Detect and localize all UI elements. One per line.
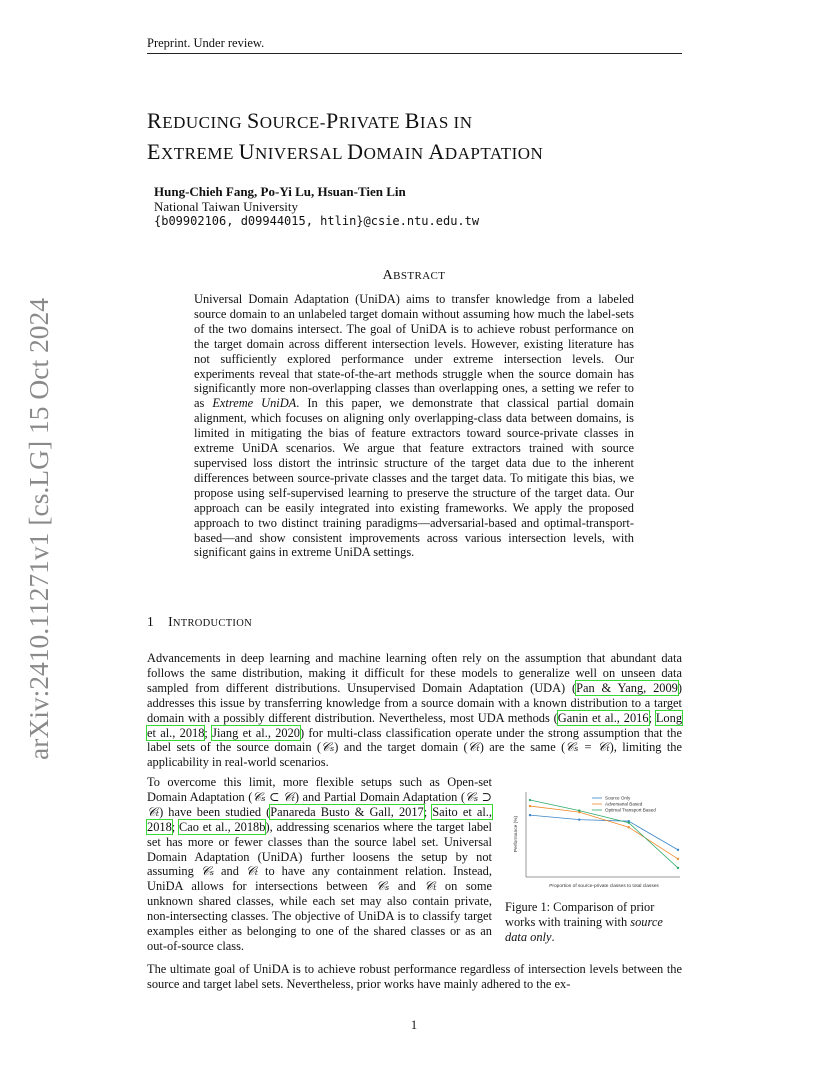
citation-link[interactable]: Long et al., 2018: [147, 710, 683, 740]
data-point: [529, 805, 531, 807]
section-heading-introduction: 1 INTRODUCTION: [147, 614, 252, 629]
author-emails: {b09902106, d09944015, htlin}@csie.ntu.edu.tw: [154, 214, 480, 228]
abstract-emphasis: Extreme UniDA: [212, 396, 297, 411]
citation-link[interactable]: Cao et al., 2018b: [179, 819, 266, 834]
arxiv-stamp: [8, 290, 68, 760]
header-rule: [147, 53, 682, 54]
citation-link[interactable]: Panareda Busto & Gall, 2017: [270, 804, 424, 819]
data-point: [529, 799, 531, 801]
data-point: [677, 858, 679, 860]
legend-label: Source Only: [605, 795, 631, 801]
data-point: [529, 814, 531, 816]
abstract-heading: ABSTRACT: [382, 268, 446, 283]
intro-paragraph-2: To overcome this limit, more flexible setups such as Open-set Domain Adaptation (𝒞ₛ ⊂ 𝒞ₜ) and Partial Domain Adaptation (𝒞ₛ ⊃ 𝒞ₜ) have been studied (Panareda Busto & Gall, 2017; Saito et al., 2018; Cao et al., 2018b), addressing scenarios where the target label set has more or fewer classes than the source label set. Universal Domain Adaptation (UniDA) further loosens the setup by not assuming 𝒞ₛ and 𝒞ₜ to have any containment relation. Instead, UniDA allows for intersections between 𝒞ₛ and 𝒞ₜ on some unknown shared classes, while each set may also contain private, non-intersecting classes. The objective of UniDA is to classify target examples either as belonging to one of the shared classes or as an out-of-source class.: [147, 775, 493, 953]
y-axis-label: Performance (%): [514, 815, 519, 853]
citation-link[interactable]: Saito et al., 2018: [147, 804, 492, 834]
abstract-body: Universal Domain Adaptation (UniDA) aims to transfer knowledge from a labeled source domain to an unlabeled target domain without assuming how much the label-sets of the two domains intersect. The goal of UniDA is to achieve robust performance on the target domain across different intersection levels. However, existing literature has not sufficiently explored performance under extreme intersection levels. Our experiments reveal that state-of-the-art methods struggle when the source domain has significantly more non-overlapping classes than overlapping ones, a setting we refer to as Extreme UniDA. In this paper, we demonstrate that classical partial domain alignment, which focuses on aligning only overlapping-class data between domains, is limited in mitigating the bias of feature extractors toward source-private classes in extreme UniDA scenarios. We argue that feature extractors trained with source supervised loss distort the intrinsic structure of the target data due to the inherent differences between source-private classes and the target data. To mitigate this bias, we propose using self-supervised learning to preserve the structure of the target data. Our approach can be easily integrated into existing frameworks. We apply the proposed approach to two distinct training paradigms—adversarial-based and optimal-transport-based—and show consistent improvements across various intersection levels, with significant gains in extreme UniDA settings.: [194, 292, 635, 560]
author-block: [154, 184, 479, 229]
arxiv-stamp-graphic: [8, 290, 68, 760]
title-line-1: REDUCING SOURCE-PRIVATE BIAS IN: [147, 108, 473, 133]
series-line: [530, 806, 678, 859]
page-number: 1: [410, 1018, 418, 1032]
intro-paragraph-3: The ultimate goal of UniDA is to achieve robust performance regardless of intersection levels between the source and target label sets. Nevertheless, prior works have mainly adhered to the ex-: [147, 962, 682, 991]
legend-label: Optimal Transport Based: [605, 807, 656, 813]
data-point: [627, 821, 629, 823]
chart-canvas: [508, 786, 684, 890]
citation-link[interactable]: Jiang et al., 2020: [212, 725, 300, 740]
figure-1-chart: [508, 786, 684, 890]
data-point: [627, 826, 629, 828]
data-point: [578, 809, 580, 811]
paper-title: [147, 106, 543, 168]
data-point: [677, 849, 679, 851]
x-axis-label: Proportion of source-private classes to total classes: [549, 884, 659, 889]
running-header: Preprint. Under review.: [147, 36, 265, 50]
citation-link[interactable]: Pan & Yang, 2009: [576, 680, 678, 695]
title-line-2: EXTREME UNIVERSAL DOMAIN ADAPTATION: [147, 139, 544, 164]
figure-1-caption: Figure 1: Comparison of prior works with training with source data only.: [505, 900, 663, 944]
arxiv-stamp-text: arXiv:2410.11271v1 [cs.LG] 15 Oct 2024: [24, 306, 54, 760]
citation-link[interactable]: Ganin et al., 2016: [557, 710, 649, 725]
data-point: [578, 818, 580, 820]
data-point: [677, 867, 679, 869]
author-names: Hung-Chieh Fang, Po-Yi Lu, Hsuan-Tien Lin: [154, 184, 406, 199]
legend-label: Adversarial Based: [605, 801, 643, 807]
author-affiliation: National Taiwan University: [154, 199, 298, 214]
intro-paragraph-1: Advancements in deep learning and machine learning often rely on the assumption that abundant data follows the same distribution, making it difficult for these models to generalize well on unseen data sampled from different distributions. Unsupervised Domain Adaptation (UDA) (Pan & Yang, 2009) addresses this issue by transferring knowledge from a source domain with a known distribution to a target domain with a possibly different distribution. Nevertheless, most UDA methods (Ganin et al., 2016; Long et al., 2018; Jiang et al., 2020) for multi-class classification operate under the strong assumption that the label sets of the source domain (𝒞ₛ) and the target domain (𝒞ₜ) are the same (𝒞ₛ = 𝒞ₜ), limiting the applicability in real-world scenarios.: [147, 651, 683, 770]
